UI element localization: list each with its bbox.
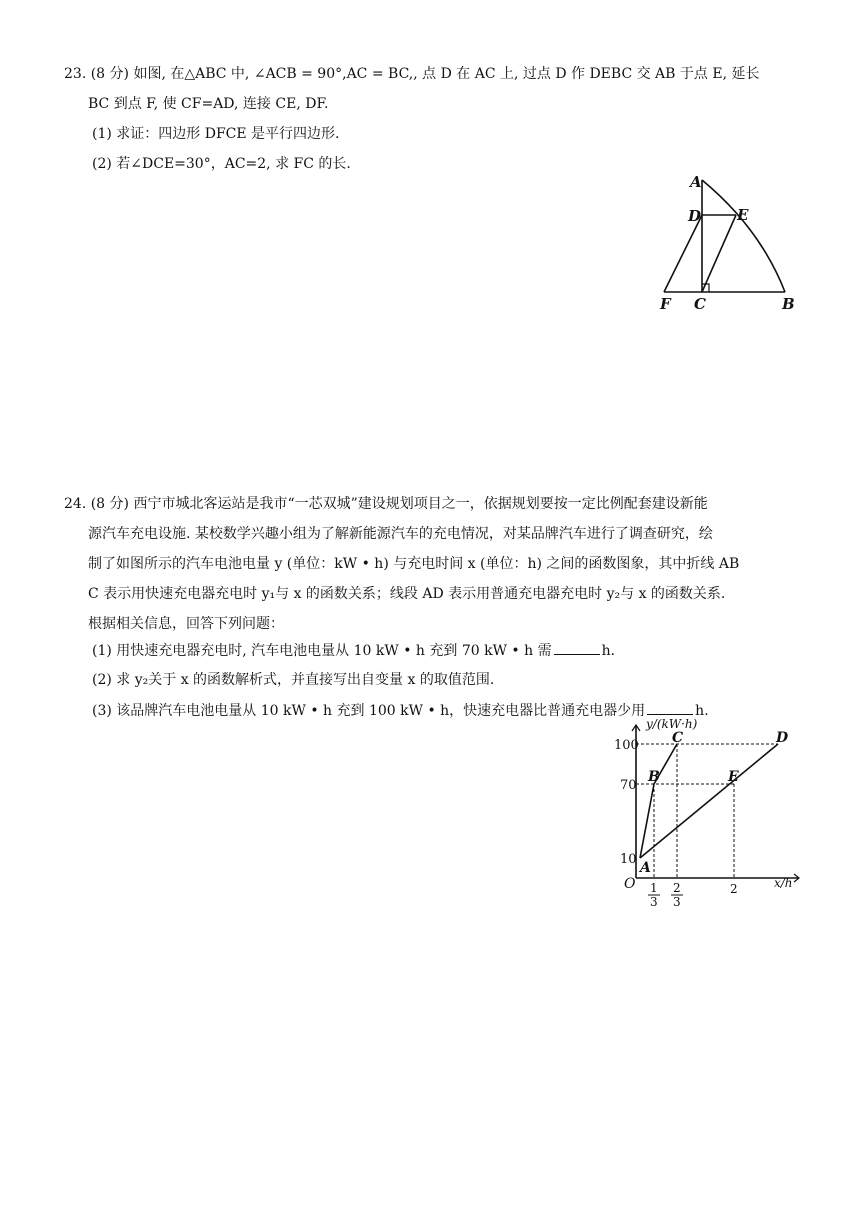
point-a-label: A	[640, 860, 651, 876]
q24-line2: 源汽车充电设施. 某校数学兴趣小组为了解新能源汽车的充电情况，对某品牌汽车进行了调查研究，绘	[88, 526, 713, 542]
label-b: B	[782, 295, 795, 313]
point-e-label: E	[728, 769, 739, 785]
origin-label: O	[624, 876, 636, 892]
label-c: C	[694, 295, 706, 313]
point-c-label: C	[672, 730, 684, 746]
point-d-label: D	[776, 730, 789, 746]
triangle-figure	[650, 168, 810, 316]
x-tick-one-third-den: 3	[650, 895, 658, 908]
y-tick-100: 100	[614, 738, 639, 753]
segment-ab	[702, 180, 785, 292]
q23-part1: (1) 求证：四边形 DFCE 是平行四边形.	[92, 126, 340, 142]
label-a: A	[690, 173, 702, 191]
q24-line3: 制了如图所示的汽车电池电量 y (单位：kW • h) 与充电时间 x (单位：h) 之间的函数图象，其中折线 AB	[88, 556, 740, 572]
label-f: F	[660, 295, 671, 313]
y-tick-10: 10	[620, 852, 637, 867]
q24-line1: 24. (8 分) 西宁市城北客运站是我市“一芯双城”建设规划项目之一，依据规划要按一定比例配套建设新能	[64, 496, 708, 512]
q24-part1-unit: h.	[601, 643, 616, 659]
answer-blank-3[interactable]	[647, 700, 693, 715]
charging-graph	[610, 716, 806, 908]
fast-charge-line	[640, 744, 677, 858]
x-axis-label: x/h	[774, 876, 793, 890]
q24-part3-text: (3) 该品牌汽车电池电量从 10 kW • h 充到 100 kW • h，快速充电器比普通充电器少用	[92, 703, 646, 719]
x-tick-two-thirds-num: 2	[673, 881, 681, 895]
segment-ce	[702, 215, 736, 292]
x-tick-two: 2	[730, 882, 738, 896]
q24-part2: (2) 求 y₂关于 x 的函数解析式，并直接写出自变量 x 的取值范围.	[92, 672, 495, 688]
point-b-label: B	[648, 769, 660, 785]
label-d: D	[688, 207, 702, 225]
normal-charge-line	[640, 744, 778, 858]
q24-line5: 根据相关信息，回答下列问题：	[88, 616, 284, 632]
x-tick-two-thirds-den: 3	[673, 895, 681, 908]
x-tick-one-third-num: 1	[650, 881, 658, 895]
label-e: E	[737, 206, 749, 224]
y-tick-70: 70	[620, 778, 637, 793]
q24-part1	[92, 640, 615, 661]
segment-df	[664, 215, 702, 292]
y-axis-label: y/(kW·h)	[646, 717, 698, 731]
q24-part1-text: (1) 用快速充电器充电时, 汽车电池电量从 10 kW • h 充到 70 kW • h 需	[92, 643, 552, 659]
q23-line1: 23. (8 分) 如图, 在△ABC 中, ∠ACB = 90°,AC = BC,, 点 D 在 AC 上, 过点 D 作 DEBC 交 AB 于点 E, 延长	[64, 66, 760, 82]
q24-line4: C 表示用快速充电器充电时 y₁与 x 的函数关系；线段 AD 表示用普通充电器充电时 y₂与 x 的函数关系.	[88, 586, 726, 602]
q23-part2: (2) 若∠DCE=30°，AC=2, 求 FC 的长.	[92, 156, 351, 172]
answer-blank-1[interactable]	[554, 640, 600, 655]
q24-part3-unit: h.	[695, 703, 709, 719]
q23-line2: BC 到点 F, 使 CF=AD, 连接 CE, DF.	[88, 96, 329, 112]
